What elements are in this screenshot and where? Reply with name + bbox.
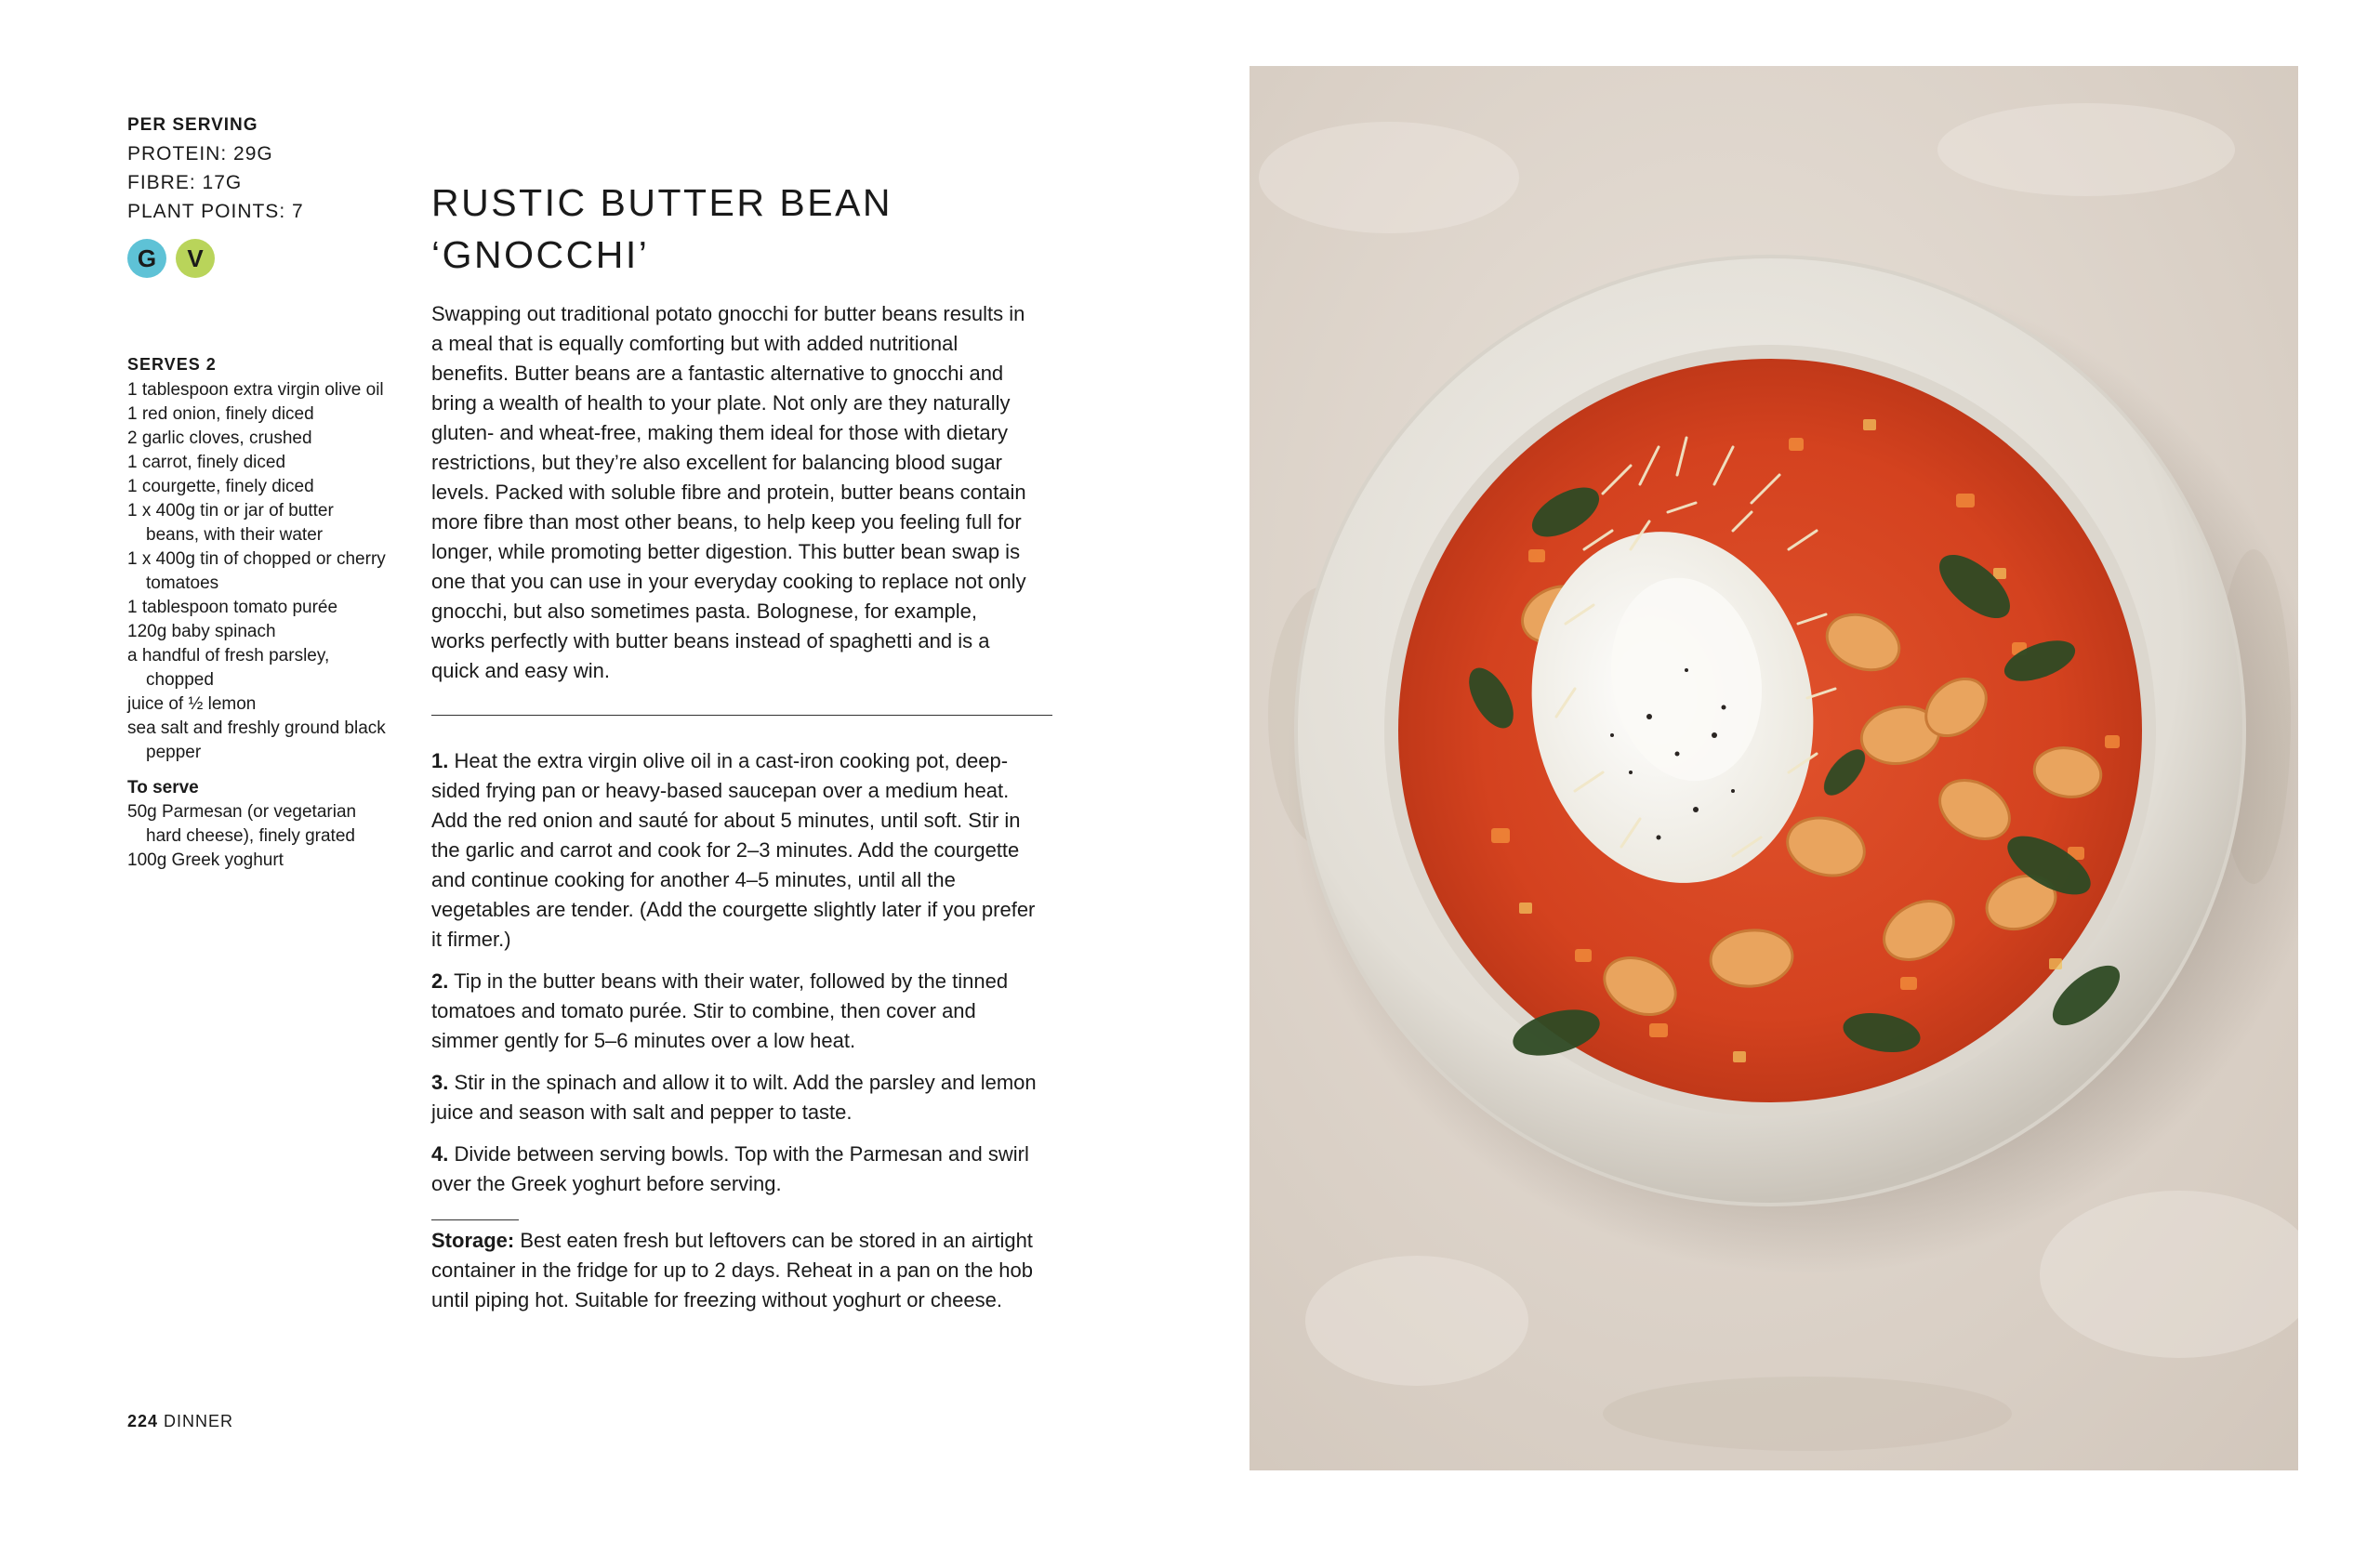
storage-label: Storage:	[431, 1229, 515, 1252]
fibre-value: FIBRE: 17G	[127, 172, 243, 193]
to-serve-list	[127, 800, 388, 873]
ingredient-item: 1 tablespoon tomato purée	[127, 598, 338, 617]
step-number: 4.	[431, 1142, 449, 1166]
gluten-free-badge: G	[127, 239, 166, 278]
method-steps	[431, 746, 1045, 1199]
step-text: Tip in the butter beans with their water, followed by the tinned tomatoes and tomato purée. Stir to combine, then cover and simmer gently for 5–6 minutes over a low heat.	[431, 969, 1009, 1052]
ingredient-item: 120g baby spinach	[127, 622, 276, 641]
step-number: 3.	[431, 1071, 449, 1094]
method-step	[431, 1140, 1045, 1199]
per-serving-heading: PER SERVING	[127, 115, 258, 135]
ingredient-item: 1 tablespoon extra virgin olive oil	[127, 380, 384, 400]
recipe-photo	[1250, 66, 2298, 1470]
storage-note	[431, 1226, 1045, 1315]
step-text: Divide between serving bowls. Top with the Parmesan and swirl over the Greek yoghurt before serving.	[431, 1142, 1029, 1195]
to-serve-heading: To serve	[127, 778, 199, 797]
ingredient-item: 1 carrot, finely diced	[127, 453, 286, 472]
diet-badges	[127, 239, 388, 278]
ingredient-item: 2 garlic cloves, crushed	[127, 428, 312, 448]
protein-value: PROTEIN: 29G	[127, 143, 273, 165]
section-divider	[431, 715, 1052, 716]
step-text: Stir in the spinach and allow it to wilt. Add the parsley and lemon juice and season with salt and pepper to taste.	[431, 1071, 1037, 1124]
storage-divider	[431, 1219, 519, 1220]
ingredient-item: a handful of fresh parsley, chopped	[127, 646, 330, 690]
recipe-intro: Swapping out traditional potato gnocchi for butter beans results in a meal that is equally comforting but with added nutritional benefits. Butter beans are a fantastic alternative to gnocchi and bring a wealth of health to your plate. Not only are they naturally gluten- and wheat-free, making them ideal for those with dietary restrictions, but they’re also excellent for balancing blood sugar levels. Packed with soluble fibre and protein, butter beans contain more fibre than most other beans, to help keep you feeling full for longer, while promoting better digestion. This butter bean swap is one that you can use in your everyday cooking to replace not only gnocchi, but also sometimes pasta. Bolognese, for example, works perfectly with butter beans instead of spaghetti and is a quick and easy win.	[431, 302, 1026, 682]
storage-text: Best eaten fresh but leftovers can be stored in an airtight container in the fridge for up to 2 days. Reheat in a pan on the hob until piping hot. Suitable for freezing without yoghurt or cheese.	[431, 1229, 1034, 1311]
ingredient-item: juice of ½ lemon	[127, 694, 257, 714]
nutrition-sidebar	[127, 112, 388, 873]
recipe-body	[431, 177, 1052, 1315]
plant-points-value: PLANT POINTS: 7	[127, 201, 304, 222]
section-name: DINNER	[164, 1412, 234, 1430]
ingredient-item: 1 courgette, finely diced	[127, 477, 314, 496]
step-number: 1.	[431, 749, 449, 772]
ingredient-list	[127, 378, 388, 765]
to-serve-item: 50g Parmesan (or vegetarian hard cheese), finely grated	[127, 802, 357, 846]
page-footer	[127, 1410, 233, 1432]
food-photo-illustration	[1250, 66, 2298, 1470]
ingredient-item: 1 x 400g tin or jar of butter beans, with their water	[127, 501, 334, 545]
serves-heading: SERVES 2	[127, 355, 217, 374]
recipe-title: RUSTIC BUTTER BEAN ‘GNOCCHI’	[431, 181, 893, 276]
to-serve-item: 100g Greek yoghurt	[127, 850, 284, 870]
page-number: 224	[127, 1412, 159, 1430]
step-number: 2.	[431, 969, 449, 993]
method-step	[431, 746, 1045, 955]
vegetarian-badge: V	[176, 239, 215, 278]
ingredient-item: sea salt and freshly ground black pepper	[127, 718, 386, 762]
step-text: Heat the extra virgin olive oil in a cast-iron cooking pot, deep-sided frying pan or heavy-based saucepan over a medium heat. Add the red onion and sauté for about 5 minutes, until soft. Stir in the garlic and carrot and cook for 2–3 minutes. Add the courgette and continue cooking for another 4–5 minutes, until all the vegetables are tender. (Add the courgette slightly later if you prefer it firmer.)	[431, 749, 1036, 951]
method-step	[431, 1068, 1045, 1127]
ingredient-item: 1 red onion, finely diced	[127, 404, 314, 424]
method-step	[431, 967, 1045, 1056]
ingredient-item: 1 x 400g tin of chopped or cherry tomatoes	[127, 549, 386, 593]
